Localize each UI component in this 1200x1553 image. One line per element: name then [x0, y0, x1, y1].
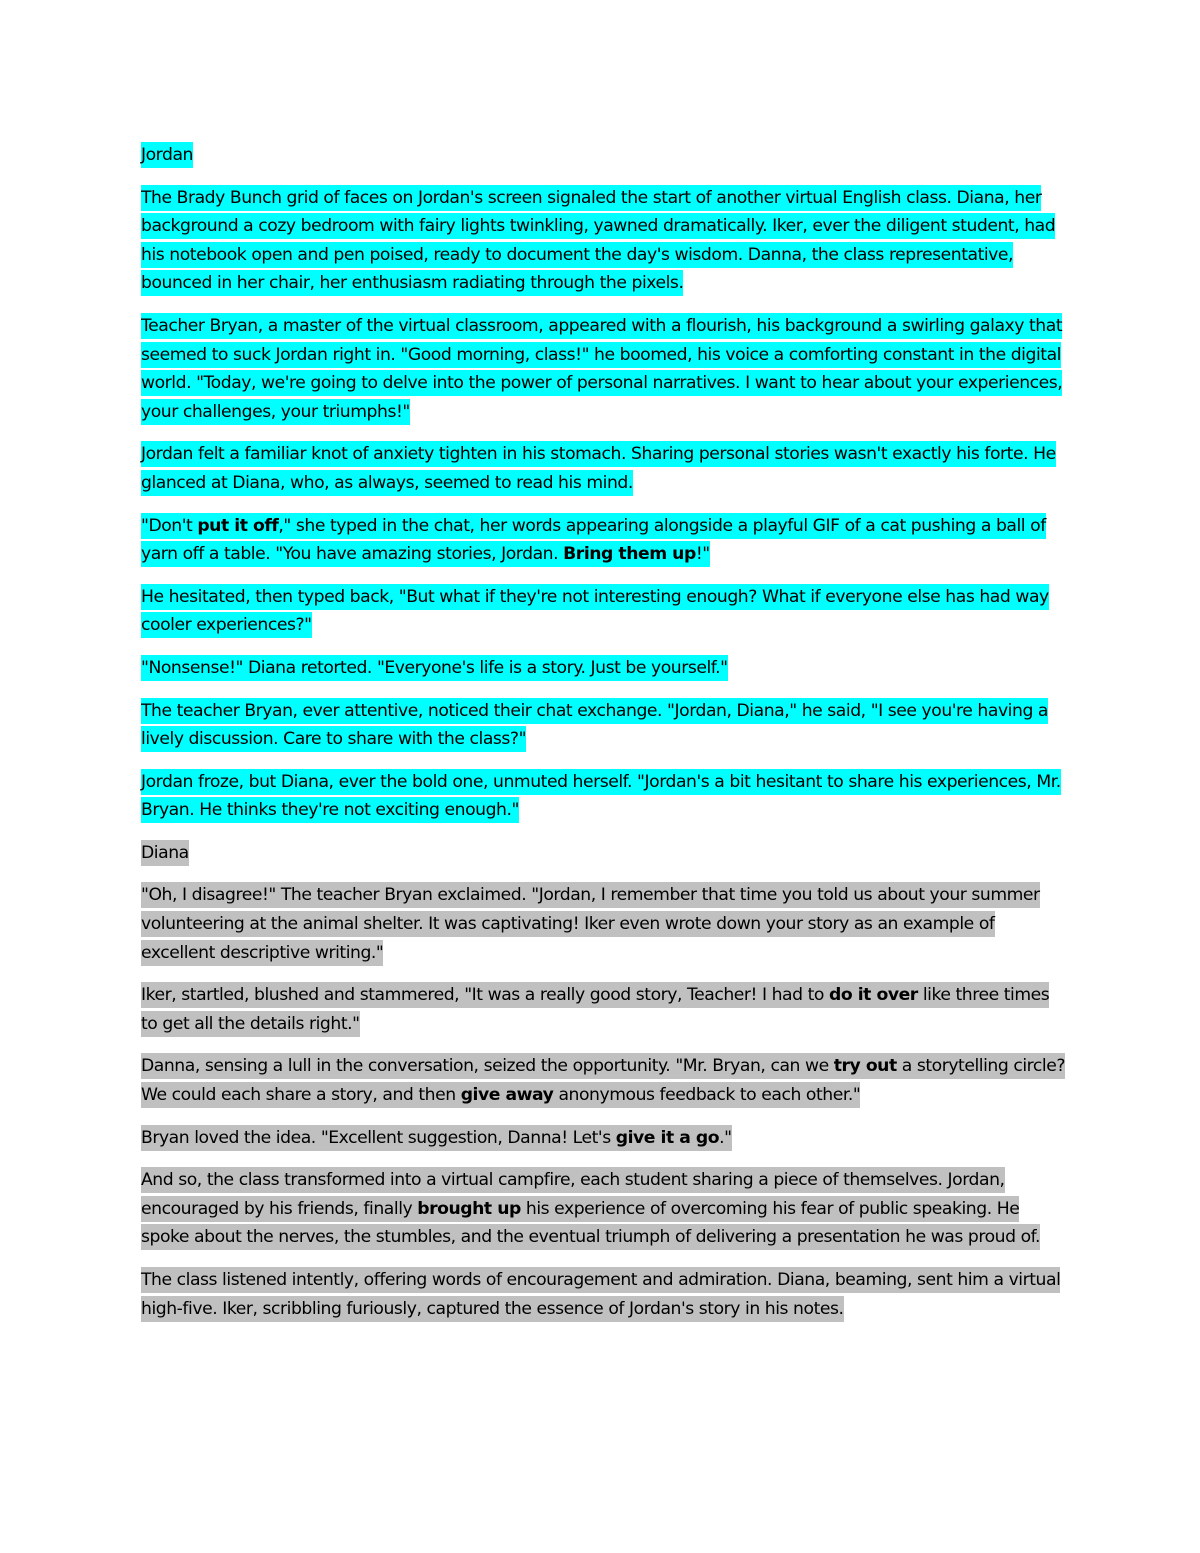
- highlighted-text: [141, 513, 1046, 568]
- highlighted-text: [141, 1167, 1040, 1250]
- paragraph: [141, 583, 1066, 640]
- text-run: Iker, startled, blushed and stammered, "It was a really good story, Teacher! I had to: [141, 985, 829, 1006]
- text-run: "Oh, I disagree!" The teacher Bryan exclaimed. "Jordan, I remember that time you told us about your summer volunteering at the animal shelter. It was captivating! Iker even wrote down your story as an example of excellent descriptive writing.": [141, 885, 1040, 963]
- text-run: "Don't: [141, 515, 198, 536]
- text-run: He hesitated, then typed back, "But what if they're not interesting enough? What if everyone else has had way cooler experiences?": [141, 586, 1049, 636]
- section-jordan: [141, 141, 1066, 825]
- text-run: !": [695, 544, 710, 565]
- paragraph: [141, 512, 1066, 569]
- highlighted-text: [141, 882, 1040, 965]
- highlighted-text: [141, 1053, 1065, 1108]
- paragraph: [141, 440, 1066, 497]
- highlighted-text: [141, 584, 1049, 639]
- text-run: And so, the class transformed into a virtual campfire, each student sharing a piece of themselves. Jordan, encouraged by his friends, finally: [141, 1170, 1005, 1219]
- highlighted-text: [141, 655, 728, 681]
- bold-phrase: give it a go: [615, 1127, 720, 1148]
- paragraph: [141, 654, 1066, 683]
- document-body: [141, 141, 1066, 1323]
- paragraph: [141, 768, 1066, 825]
- highlighted-text: [141, 441, 1056, 496]
- highlighted-text: [141, 698, 1048, 753]
- bold-phrase: brought up: [417, 1198, 521, 1219]
- bold-phrase: try out: [833, 1056, 897, 1077]
- paragraph: [141, 1166, 1066, 1252]
- text-run: "Nonsense!" Diana retorted. "Everyone's life is a story. Just be yourself.": [141, 657, 728, 678]
- text-run: his experience of overcoming his fear of public speaking. He spoke about the nerves, the stumbles, and the eventual triumph of delivering a presentation he was proud of.: [141, 1198, 1041, 1248]
- text-run: The Brady Bunch grid of faces on Jordan's screen signaled the start of another virtual English class. Diana, her background a cozy bedroom with fairy lights twinkling, yawned dramatically. Iker, ever the diligent student, had his notebook open and pen poised, ready to document the day's wisdom. Danna, the class representative, bounced in her chair, her enthusiasm radiating through the pixels.: [141, 187, 1056, 294]
- highlighted-text: [141, 185, 1055, 297]
- paragraph: [141, 881, 1066, 967]
- document-page: [141, 141, 1066, 1337]
- text-run: Jordan felt a familiar knot of anxiety tighten in his stomach. Sharing personal stories wasn't exactly his forte. He glanced at Diana, who, as always, seemed to read his mind.: [141, 444, 1056, 493]
- paragraph: [141, 1052, 1066, 1109]
- section-diana: [141, 839, 1066, 1323]
- section-heading-text: Jordan: [141, 142, 193, 168]
- paragraph: [141, 981, 1066, 1038]
- text-run: The teacher Bryan, ever attentive, noticed their chat exchange. "Jordan, Diana," he said, "I see you're having a lively discussion. Care to share with the class?": [141, 700, 1049, 750]
- section-heading: [141, 141, 1066, 170]
- paragraph: [141, 312, 1066, 426]
- text-run: Jordan froze, but Diana, ever the bold one, unmuted herself. "Jordan's a bit hesitant to share his experiences, Mr. Bryan. He thinks they're not exciting enough.": [141, 771, 1061, 821]
- bold-phrase: put it off: [197, 515, 279, 536]
- highlighted-text: [141, 982, 1049, 1037]
- text-run: Bryan loved the idea. "Excellent suggestion, Danna! Let's: [141, 1127, 616, 1148]
- highlighted-text: [141, 1125, 732, 1151]
- bold-phrase: give away: [460, 1085, 554, 1106]
- bold-phrase: do it over: [828, 985, 918, 1006]
- bold-phrase: Bring them up: [563, 544, 696, 565]
- highlighted-text: [141, 769, 1061, 824]
- highlighted-text: [141, 1267, 1060, 1322]
- paragraph: [141, 184, 1066, 298]
- text-run: The class listened intently, offering words of encouragement and admiration. Diana, beaming, sent him a virtual high-five. Iker, scribbling furiously, captured the essence of Jordan's story in his notes.: [141, 1270, 1061, 1319]
- text-run: ," she typed in the chat, her words appearing alongside a playful GIF of a cat pushing a ball of yarn off a table. "You have amazing stories, Jordan.: [141, 515, 1046, 565]
- text-run: Teacher Bryan, a master of the virtual classroom, appeared with a flourish, his background a swirling galaxy that seemed to suck Jordan right in. "Good morning, class!" he boomed, his voice a comforting constant in the digital world. "Today, we're going to delve into the power of personal narratives. I want to hear about your experiences, your challenges, your triumphs!": [141, 315, 1063, 422]
- paragraph: [141, 1124, 1066, 1153]
- text-run: like three times to get all the details right.": [141, 985, 1050, 1034]
- paragraph: [141, 697, 1066, 754]
- section-heading: [141, 839, 1066, 868]
- text-run: .": [719, 1127, 732, 1148]
- paragraph: [141, 1266, 1066, 1323]
- section-heading-text: Diana: [141, 840, 189, 866]
- text-run: a storytelling circle? We could each share a story, and then: [141, 1056, 1066, 1106]
- highlighted-text: [141, 313, 1062, 425]
- text-run: anonymous feedback to each other.": [553, 1085, 861, 1106]
- text-run: Danna, sensing a lull in the conversation, seized the opportunity. "Mr. Bryan, can we: [141, 1056, 834, 1077]
